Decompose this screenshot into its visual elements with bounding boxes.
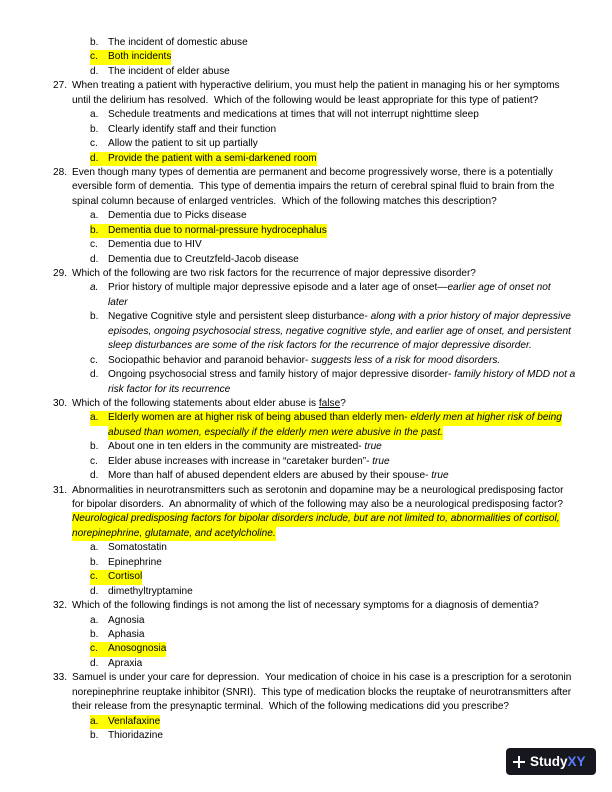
answer-highlight	[90, 224, 327, 238]
option-letter: b.	[90, 311, 99, 323]
q32-option-c	[0, 642, 612, 656]
option-letter: b.	[90, 37, 99, 48]
question-text: Which of the following findings is not among the list of necessary symptoms for a diagnosis of dementia?	[72, 600, 539, 612]
option-text: The incident of domestic abuse	[108, 37, 248, 48]
question-31	[0, 484, 612, 498]
option-letter: a.	[90, 109, 99, 121]
question-33	[0, 671, 612, 685]
q30-option-d	[0, 469, 612, 483]
option-text: Dementia due to normal-pressure hydrocephalus	[108, 224, 327, 236]
question-number: 30.	[53, 397, 68, 409]
question-29	[0, 267, 612, 281]
answer-highlight	[90, 570, 142, 584]
option-text: Negative Cognitive style and persistent sleep disturbance-	[108, 311, 371, 323]
option-letter: a.	[90, 282, 99, 294]
option-letter: b.	[90, 556, 99, 568]
q27-option-b	[0, 123, 612, 137]
question-number: 31.	[53, 484, 68, 496]
option-letter: a.	[90, 542, 99, 554]
question-number: 27.	[53, 80, 68, 92]
question-number: 33.	[53, 672, 68, 684]
option-text: Ongoing psychosocial stress and family history of major depressive disorder-	[108, 369, 455, 381]
option-letter: c.	[90, 354, 98, 366]
question-number: 28.	[53, 166, 68, 178]
question-33-continued	[0, 686, 612, 700]
question-text: eversible form of dementia. This type of dementia impairs the return of cerebral spinal fluid to brain from the	[72, 181, 555, 193]
option-rationale: true	[364, 441, 382, 453]
q29-option-b	[0, 310, 612, 324]
option-rationale: sleep disturbances are some of the risk factors for the recurrence of major depressive disorder.	[108, 340, 532, 352]
q31-option-a	[0, 541, 612, 555]
question-number: 29.	[53, 268, 68, 279]
answer-highlight	[90, 152, 317, 166]
option-letter: c.	[90, 51, 98, 63]
q30-option-a-continued	[0, 426, 612, 440]
option-rationale: true	[431, 470, 449, 482]
answer-highlight	[90, 715, 160, 729]
option-text: Venlafaxine	[108, 715, 161, 727]
question-31-explanation	[0, 512, 612, 526]
logo-text-accent: XY	[567, 754, 586, 769]
plus-icon	[513, 756, 525, 768]
option-letter: c.	[90, 455, 98, 467]
q30-option-c	[0, 455, 612, 469]
q32-option-b	[0, 628, 612, 642]
option-letter: a.	[90, 614, 99, 626]
q29-option-b-continued	[0, 325, 612, 339]
option-letter: c.	[90, 239, 98, 251]
answer-highlight	[90, 642, 166, 656]
question-27	[0, 79, 612, 93]
q26-option-b	[0, 36, 612, 50]
q28-option-a	[0, 209, 612, 223]
question-27-continued	[0, 94, 612, 108]
option-rationale: risk factor for its recurrence	[108, 383, 231, 395]
q31-option-d	[0, 585, 612, 599]
q30-option-b	[0, 440, 612, 454]
q29-option-a-continued	[0, 296, 612, 310]
option-text: Schedule treatments and medications at times that will not interrupt nighttime sleep	[108, 109, 479, 121]
question-text: Which of the following statements about elder abuse is	[72, 397, 319, 409]
question-28-continued	[0, 180, 612, 194]
option-text: Somatostatin	[108, 542, 167, 554]
option-text: Prior history of multiple major depressive episode and a later age of onset—	[108, 282, 448, 294]
question-28	[0, 166, 612, 180]
option-text: Anosognosia	[108, 643, 167, 655]
option-rationale: along with a prior history of major depressive	[370, 311, 571, 323]
question-text-end: ?	[340, 397, 346, 409]
question-text: Which of the following are two risk factors for the recurrence of major depressive disorder?	[72, 268, 476, 279]
option-rationale: family history of MDD not a	[454, 369, 576, 381]
q33-option-a	[0, 715, 612, 729]
option-rationale: elderly men at higher risk of being	[410, 412, 562, 424]
option-letter: d.	[90, 253, 99, 265]
question-text: Samuel is under your care for depression. Your medication of choice in his case is a prescription for a serotonin	[72, 672, 572, 684]
question-33-continued	[0, 700, 612, 714]
option-letter: d.	[90, 470, 99, 482]
question-31-continued	[0, 498, 612, 512]
q27-option-d	[0, 152, 612, 166]
option-text: Agnosia	[108, 614, 145, 626]
option-letter: c.	[90, 643, 98, 655]
answer-highlight	[90, 50, 171, 64]
question-text: Abnormalities in neurotransmitters such as serotonin and dopamine may be a neurological predisposing factor	[72, 484, 564, 496]
q29-option-d	[0, 368, 612, 382]
option-letter: a.	[90, 210, 99, 222]
option-text: The incident of elder abuse	[108, 65, 230, 77]
q26-option-c	[0, 50, 612, 64]
option-letter: b.	[90, 441, 99, 453]
q29-option-b-continued	[0, 339, 612, 353]
q29-option-a	[0, 281, 612, 295]
option-letter: d.	[90, 152, 99, 164]
option-text: Dementia due to HIV	[108, 239, 202, 251]
logo-text-main: Study	[530, 754, 568, 769]
q31-option-b	[0, 556, 612, 570]
q31-option-c	[0, 570, 612, 584]
option-letter: b.	[90, 730, 99, 741]
option-letter: c.	[90, 138, 98, 150]
option-text: Allow the patient to sit up partially	[108, 138, 258, 150]
option-text: Clearly identify staff and their function	[108, 123, 277, 135]
option-text: Elderly women are at higher risk of being abused than elderly men-	[108, 412, 411, 424]
option-rationale: later	[108, 296, 128, 308]
question-31-explanation	[0, 527, 612, 541]
question-32	[0, 599, 612, 613]
option-text: Elder abuse increases with increase in “caretaker burden”-	[108, 455, 373, 467]
option-text: More than half of abused dependent elders are abused by their spouse-	[108, 470, 432, 482]
option-rationale: earlier age of onset not	[447, 282, 551, 294]
option-letter: d.	[90, 65, 99, 77]
option-letter: a.	[90, 715, 99, 727]
option-letter: b.	[90, 123, 99, 135]
option-text: Dementia due to Picks disease	[108, 210, 247, 222]
question-text: their release from the presynaptic terminal. Which of the following medications did you prescribe?	[72, 701, 510, 713]
q29-option-d-continued	[0, 383, 612, 397]
option-rationale: suggests less of a risk for mood disorders.	[311, 354, 501, 366]
studyxy-logo	[506, 748, 596, 775]
option-text: dimethyltryptamine	[108, 585, 193, 597]
option-letter: b.	[90, 628, 99, 640]
option-letter: d.	[90, 369, 99, 381]
option-rationale: abused than women, especially if the elderly men were abusive in the past.	[108, 426, 443, 440]
option-text: Cortisol	[108, 571, 143, 583]
option-rationale: true	[372, 455, 390, 467]
option-letter: c.	[90, 571, 98, 583]
option-letter: d.	[90, 585, 99, 597]
q28-option-d	[0, 253, 612, 267]
answer-highlight	[90, 411, 562, 425]
question-text: spinal column because of enlarged ventricles. Which of the following matches this description?	[72, 195, 497, 207]
option-text: Apraxia	[108, 657, 143, 669]
q28-option-c	[0, 238, 612, 252]
option-letter: b.	[90, 224, 99, 236]
option-text: About one in ten elders in the community are mistreated-	[108, 441, 365, 453]
q28-option-b	[0, 224, 612, 238]
question-list	[0, 36, 612, 743]
option-text: Aphasia	[108, 628, 145, 640]
underlined-word: false	[318, 397, 341, 409]
q32-option-d	[0, 657, 612, 671]
option-letter: a.	[90, 412, 99, 424]
option-letter: d.	[90, 657, 99, 669]
question-text: for bipolar disorders. An abnormality of which of the following may also be a neurological predisposing factor?	[72, 499, 563, 510]
question-text: Even though many types of dementia are permanent and become progressively worse, there is a potentially	[72, 166, 553, 178]
explanation-text: norepinephrine, glutamate, and acetylcholine.	[72, 527, 276, 541]
q32-option-a	[0, 614, 612, 628]
q30-option-a	[0, 411, 612, 425]
question-28-continued	[0, 195, 612, 209]
q33-option-b	[0, 729, 612, 743]
q27-option-a	[0, 108, 612, 122]
q27-option-c	[0, 137, 612, 151]
option-text: Thioridazine	[108, 730, 163, 741]
option-text: Sociopathic behavior and paranoid behavior-	[108, 354, 312, 366]
question-text: When treating a patient with hyperactive delirium, you must help the patient in managing his or her symptoms	[72, 80, 560, 92]
option-text: Provide the patient with a semi-darkened room	[108, 152, 317, 164]
option-text: Epinephrine	[108, 556, 162, 568]
option-rationale: episodes, ongoing psychosocial stress, negative cognitive style, and earlier age of onset, and persistent	[108, 325, 571, 337]
explanation-text: Neurological predisposing factors for bipolar disorders include, but are not limited to, abnormalities of cortisol,	[72, 512, 560, 526]
question-30	[0, 397, 612, 411]
q29-option-c	[0, 354, 612, 368]
q26-option-d	[0, 65, 612, 79]
option-text: Both incidents	[108, 51, 172, 63]
question-text: until the delirium has resolved. Which of the following would be least appropriate for this type of patient?	[72, 94, 539, 106]
question-number: 32.	[53, 600, 68, 612]
question-text: norepinephrine reuptake inhibitor (SNRI). This type of medication blocks the reuptake of neurotransmitters after	[72, 686, 572, 698]
option-text: Dementia due to Creutzfeld-Jacob disease	[108, 253, 299, 265]
